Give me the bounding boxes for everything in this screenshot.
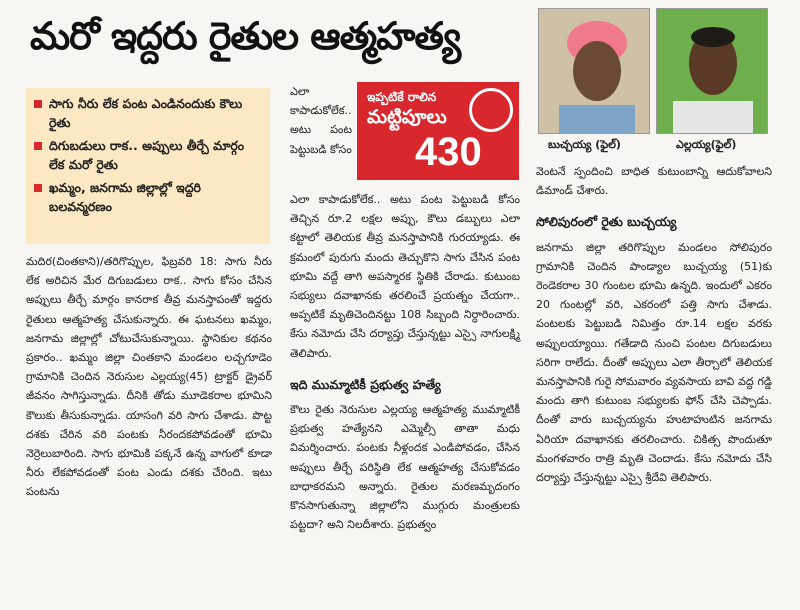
highlight-item bbox=[34, 136, 262, 174]
highlight-item bbox=[34, 178, 262, 216]
farmer-deaths-badge bbox=[357, 82, 519, 180]
body-text: మదిర(చింతకాని)/తరిగొప్పుల, ఫిబ్రవరి 18: సాగు నీరు లేక అరిచిన మేర దిగుబడులు రాక.. సాగు కోసం చేసిన అప్పులు తీర్చే మార్గం కానరాక తీవ్ర మనస్తాపంతో ఇద్దరు రైతులు ఆత్మహత్య చేసుకున్నారు. ఈ ఘటనలు ఖమ్మం, జనగామ జిల్లాల్లో చోటుచేసుకున్నాయి. స్థానికుల కథనం ప్రకారం.. ఖమ్మం జిల్లా చింతకాని మండలం లచ్చగూడెం గ్రామానికి చెందిన నెరుసుల ఎల్లయ్య(45) ట్రాక్టర్ డ్రైవర్ జీవనం సాగిస్తున్నాడు. దీనికి తోడు మూడెకరాల భూమిని కౌలుకు తీసుకున్నాడు. యాసంగి వరి సాగు చేశాడు. పొట్ట దశకు చేరిన వరి పంటకు నీరందకపోవడంతో భూమి నెర్రెలుబారింది. సాగు భూమికి పక్కనే ఉన్న వాగులో కూడా నీరు లేకపోవడంతో పంట ఎండు దశకు చేరింది. ఇటు పంటను bbox=[26, 255, 272, 499]
photo-caption: బుచ్చయ్య (ఫైల్) bbox=[548, 138, 621, 151]
body-text: ఎలా కాపాడుకోలేక.. అటు పంట పెట్టుబడి కోసం bbox=[290, 85, 352, 156]
photo-buchaiah bbox=[538, 8, 650, 134]
portrait-image bbox=[539, 9, 650, 134]
subheading: సోలిపురంలో రైతు బుచ్చయ్య bbox=[536, 214, 677, 230]
bullet-square-icon bbox=[34, 100, 42, 108]
highlight-text: దిగుబడులు రాక.. అప్పులు తీర్చే మార్గం లేక మరో రైతు bbox=[49, 138, 245, 172]
article-column-2-top-narrow bbox=[290, 82, 352, 159]
badge-line1: ఇప్పటికే రాలిన bbox=[367, 90, 437, 104]
article-column-2 bbox=[290, 190, 520, 534]
farmer-emblem-icon bbox=[469, 88, 513, 132]
body-text: జనగామ జిల్లా తరిగొప్పుల మండలం సోలిపురం గ్రామానికి చెందిన పాండ్యాల బుచ్చయ్య (51)కు రెండెకరాల 30 గుంటల భూమి ఉన్నది. ఇందులో ఎకరం 20 గుంటల్లో వరి, ఎకరంలో పత్తి సాగు చేశాడు. పంటలకు పెట్టుబడి నిమిత్తం రూ.14 లక్షల వరకు అప్పులయ్యాయి. గతేడాది నుంచి పంటల దిగుబడులు సరిగా రాలేదు. దీంతో అప్పులు ఎలా తీర్చాలో తెలియక మనస్తాపానికి గురై సోమవారం వ్యవసాయ బావి వద్ద గడ్డి మందు తాగి కుటుంబ సభ్యులకు ఫోన్ చేసి చెప్పాడు. దీంతో వారు బుచ్చయ్యను హుటాహుటిన జనగామ ఏరియా దవాఖానకు తరలించారు. చికిత్స పొందుతూ మంగళవారం రాత్రి మృతి చెందాడు. కేసు నమోదు చేసి దర్యాప్తు చేస్తున్నట్టు ఎస్సై శ్రీదేవి తెలిపారు. bbox=[536, 240, 772, 485]
article-column-3 bbox=[536, 162, 772, 487]
body-text: వెంటనే స్పందించి బాధిత కుటుంబాన్ని ఆదుకోవాలని డిమాండ్ చేశారు. bbox=[536, 165, 772, 198]
highlights-box bbox=[26, 88, 270, 244]
bullet-square-icon bbox=[34, 184, 42, 192]
headline: మరో ఇద్దరు రైతుల ఆత్మహత్య bbox=[30, 14, 461, 58]
badge-number: 430 bbox=[415, 130, 482, 174]
highlight-item bbox=[34, 94, 262, 132]
photo-ellaiah bbox=[656, 8, 768, 134]
highlight-text: ఖమ్మం, జనగామ జిల్లాల్లో ఇద్దరి బలవన్మరణం bbox=[49, 180, 201, 214]
highlight-text: సాగు నీరు లేక పంట ఎండినందుకు కౌలు రైతు bbox=[49, 96, 243, 130]
article-column-1 bbox=[26, 252, 272, 502]
badge-line2: మట్టిపూలు bbox=[367, 106, 447, 128]
subheading: ఇది ముమ్మాటికీ ప్రభుత్వ హత్యే bbox=[290, 376, 441, 392]
body-text: కౌలు రైతు నెరుసుల ఎల్లయ్య ఆత్మహత్య ముమ్మాటికీ ప్రభుత్వ హత్యేనని ఎమ్మెల్సీ తాతా మధు విమర్శించారు. పంటకు నీళ్లందక ఎండిపోవడం, చేసిన అప్పులు తీర్చే పరిస్థితి లేక ఆత్మహత్య చేసుకోవడం బాధాకరమని అన్నారు. రైతుల మరణమృదంగం కొనసాగుతున్నా జిల్లాలోని ముగ్గురు మంత్రులకు పట్టదా? అని నిలదీశారు. ప్రభుత్వం bbox=[290, 403, 520, 532]
portrait-image bbox=[657, 9, 768, 134]
body-text: ఎలా కాపాడుకోలేక.. అటు పంట పెట్టుబడి కోసం తెచ్చిన రూ.2 లక్షల అప్పు, కౌలు డబ్బులు ఎలా కట్టాలో తెలియక తీవ్ర మనస్తాపానికి గురయ్యాడు. ఈ క్రమంలో పురుగు మందు తెచ్చుకొని సాగు చేసిన పంట భూమి వద్దే తాగి అపస్మారక స్థితికి చేరాడు. కుటుంబ సభ్యులు దవాఖానకు తరలించే ప్రయత్నం చేయగా.. అప్పటికే మృతిచెందినట్టు 108 సిబ్బంది నిర్ధారించారు. కేసు నమోదు చేసి దర్యాప్తు చేస్తున్నట్టు ఎస్సై నాగులక్ష్మి తెలిపారు. bbox=[290, 193, 520, 360]
bullet-square-icon bbox=[34, 142, 42, 150]
photo-caption: ఎల్లయ్య(ఫైల్) bbox=[676, 138, 737, 151]
